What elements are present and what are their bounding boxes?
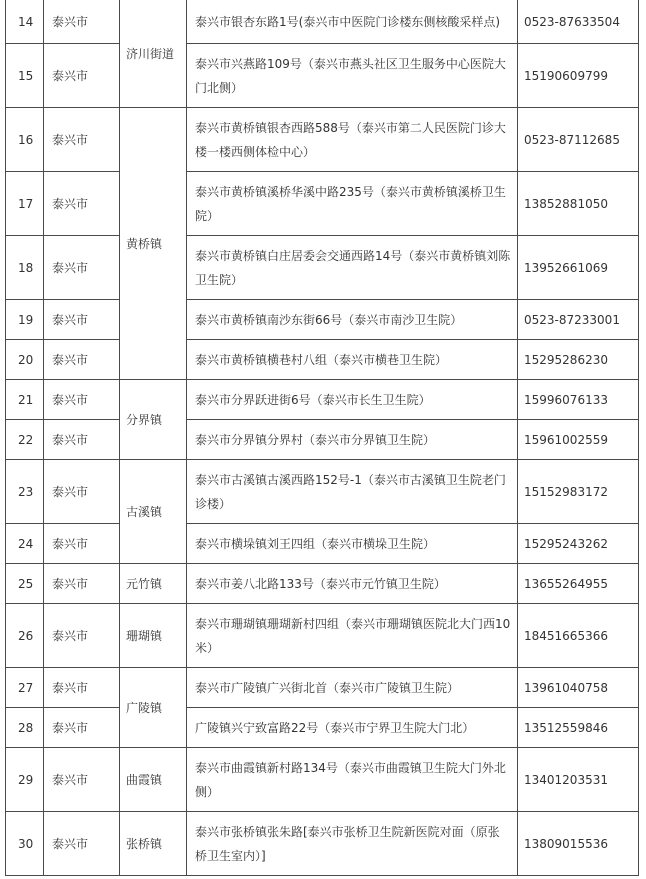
table-row bbox=[6, 108, 639, 172]
testing-sites-table bbox=[5, 0, 639, 876]
city-cell: 泰兴市 bbox=[44, 340, 120, 380]
phone-cell: 0523-87112685 bbox=[518, 108, 639, 172]
city-cell: 泰兴市 bbox=[44, 668, 120, 708]
city-cell: 泰兴市 bbox=[44, 420, 120, 460]
table-row bbox=[6, 300, 639, 340]
table-row bbox=[6, 44, 639, 108]
phone-cell: 0523-87633504 bbox=[518, 0, 639, 44]
row-number: 20 bbox=[6, 340, 44, 380]
address-cell: 广陵镇兴宁致富路22号（泰兴市宁界卫生院大门北） bbox=[187, 708, 518, 748]
phone-cell: 13512559846 bbox=[518, 708, 639, 748]
address-cell: 泰兴市黄桥镇溪桥华溪中路235号（泰兴市黄桥镇溪桥卫生院） bbox=[187, 172, 518, 236]
phone-cell: 13961040758 bbox=[518, 668, 639, 708]
address-cell: 泰兴市姜八北路133号（泰兴市元竹镇卫生院） bbox=[187, 564, 518, 604]
table-row bbox=[6, 0, 639, 44]
phone-cell: 0523-87233001 bbox=[518, 300, 639, 340]
city-cell: 泰兴市 bbox=[44, 236, 120, 300]
city-cell: 泰兴市 bbox=[44, 108, 120, 172]
phone-cell: 15961002559 bbox=[518, 420, 639, 460]
table-row bbox=[6, 564, 639, 604]
table-row bbox=[6, 668, 639, 708]
address-cell: 泰兴市兴燕路109号（泰兴市燕头社区卫生服务中心医院大门北侧） bbox=[187, 44, 518, 108]
table-row bbox=[6, 812, 639, 876]
city-cell: 泰兴市 bbox=[44, 524, 120, 564]
address-cell: 泰兴市分界镇分界村（泰兴市分界镇卫生院） bbox=[187, 420, 518, 460]
town-cell: 分界镇 bbox=[120, 380, 187, 460]
town-cell: 元竹镇 bbox=[120, 564, 187, 604]
city-cell: 泰兴市 bbox=[44, 748, 120, 812]
table-row bbox=[6, 708, 639, 748]
row-number: 15 bbox=[6, 44, 44, 108]
phone-cell: 15152983172 bbox=[518, 460, 639, 524]
row-number: 14 bbox=[6, 0, 44, 44]
row-number: 27 bbox=[6, 668, 44, 708]
address-cell: 泰兴市银杏东路1号(泰兴市中医院门诊楼东侧核酸采样点) bbox=[187, 0, 518, 44]
row-number: 25 bbox=[6, 564, 44, 604]
row-number: 23 bbox=[6, 460, 44, 524]
city-cell: 泰兴市 bbox=[44, 812, 120, 876]
phone-cell: 15295243262 bbox=[518, 524, 639, 564]
table-row bbox=[6, 748, 639, 812]
city-cell: 泰兴市 bbox=[44, 564, 120, 604]
row-number: 28 bbox=[6, 708, 44, 748]
phone-cell: 15190609799 bbox=[518, 44, 639, 108]
phone-cell: 15996076133 bbox=[518, 380, 639, 420]
table-row bbox=[6, 380, 639, 420]
city-cell: 泰兴市 bbox=[44, 604, 120, 668]
city-cell: 泰兴市 bbox=[44, 380, 120, 420]
city-cell: 泰兴市 bbox=[44, 708, 120, 748]
phone-cell: 13809015536 bbox=[518, 812, 639, 876]
row-number: 19 bbox=[6, 300, 44, 340]
row-number: 22 bbox=[6, 420, 44, 460]
address-cell: 泰兴市广陵镇广兴街北首（泰兴市广陵镇卫生院） bbox=[187, 668, 518, 708]
row-number: 16 bbox=[6, 108, 44, 172]
row-number: 29 bbox=[6, 748, 44, 812]
city-cell: 泰兴市 bbox=[44, 300, 120, 340]
city-cell: 泰兴市 bbox=[44, 0, 120, 44]
phone-cell: 13852881050 bbox=[518, 172, 639, 236]
phone-cell: 13401203531 bbox=[518, 748, 639, 812]
table-row bbox=[6, 420, 639, 460]
address-cell: 泰兴市黄桥镇白庄居委会交通西路14号（泰兴市黄桥镇刘陈卫生院） bbox=[187, 236, 518, 300]
table-row bbox=[6, 460, 639, 524]
city-cell: 泰兴市 bbox=[44, 460, 120, 524]
table-row bbox=[6, 236, 639, 300]
address-cell: 泰兴市古溪镇古溪西路152号-1（泰兴市古溪镇卫生院老门诊楼） bbox=[187, 460, 518, 524]
row-number: 18 bbox=[6, 236, 44, 300]
town-cell: 济川街道 bbox=[120, 0, 187, 108]
table-row bbox=[6, 524, 639, 564]
row-number: 26 bbox=[6, 604, 44, 668]
town-cell: 珊瑚镇 bbox=[120, 604, 187, 668]
town-cell: 张桥镇 bbox=[120, 812, 187, 876]
phone-cell: 18451665366 bbox=[518, 604, 639, 668]
row-number: 17 bbox=[6, 172, 44, 236]
table-row bbox=[6, 604, 639, 668]
row-number: 21 bbox=[6, 380, 44, 420]
address-cell: 泰兴市分界跃进街6号（泰兴市长生卫生院） bbox=[187, 380, 518, 420]
town-cell: 广陵镇 bbox=[120, 668, 187, 748]
town-cell: 古溪镇 bbox=[120, 460, 187, 564]
address-cell: 泰兴市张桥镇张朱路[泰兴市张桥卫生院新医院对面（原张桥卫生室内）] bbox=[187, 812, 518, 876]
address-cell: 泰兴市黄桥镇南沙东街66号（泰兴市南沙卫生院） bbox=[187, 300, 518, 340]
town-cell: 曲霞镇 bbox=[120, 748, 187, 812]
address-cell: 泰兴市珊瑚镇珊瑚新村四组（泰兴市珊瑚镇医院北大门西10米） bbox=[187, 604, 518, 668]
row-number: 24 bbox=[6, 524, 44, 564]
address-cell: 泰兴市曲霞镇新村路134号（泰兴市曲霞镇卫生院大门外北侧） bbox=[187, 748, 518, 812]
city-cell: 泰兴市 bbox=[44, 172, 120, 236]
address-cell: 泰兴市黄桥镇横巷村八组（泰兴市横巷卫生院） bbox=[187, 340, 518, 380]
phone-cell: 15295286230 bbox=[518, 340, 639, 380]
phone-cell: 13952661069 bbox=[518, 236, 639, 300]
town-cell: 黄桥镇 bbox=[120, 108, 187, 380]
address-cell: 泰兴市黄桥镇银杏西路588号（泰兴市第二人民医院门诊大楼一楼西侧体检中心） bbox=[187, 108, 518, 172]
table-row bbox=[6, 172, 639, 236]
address-cell: 泰兴市横垛镇刘王四组（泰兴市横垛卫生院） bbox=[187, 524, 518, 564]
table-row bbox=[6, 340, 639, 380]
city-cell: 泰兴市 bbox=[44, 44, 120, 108]
phone-cell: 13655264955 bbox=[518, 564, 639, 604]
row-number: 30 bbox=[6, 812, 44, 876]
